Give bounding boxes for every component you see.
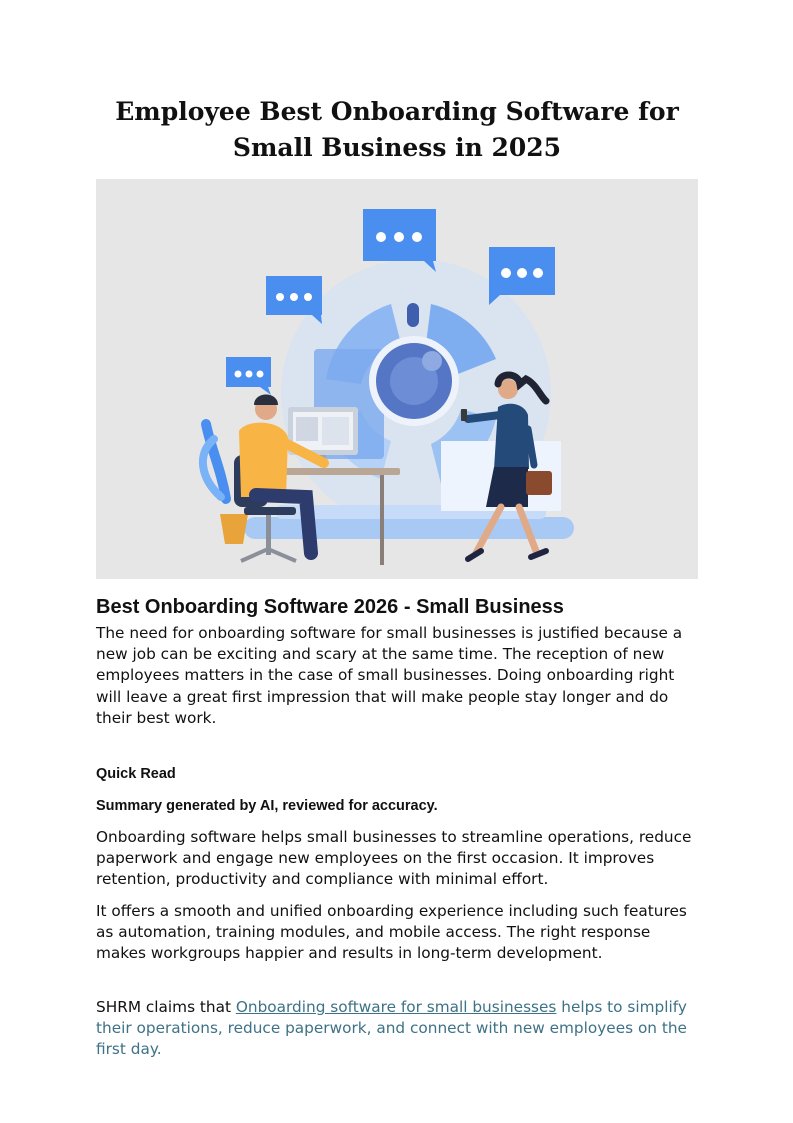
onboarding-software-link[interactable]: Onboarding software for small businesses (235, 998, 557, 1016)
summary-paragraph-2: It offers a smooth and unified onboarding experience including such features as automation, training modules, and mobile access. The right response makes workgroups happier and results in long-term development. (96, 902, 687, 963)
section-heading: Best Onboarding Software 2026 - Small Business (96, 596, 564, 618)
summary-paragraph-1: Onboarding software helps small businesses to streamline operations, reduce paperwork and engage new employees on the first occasion. It improves retention, productivity and compliance with minimal effort. (96, 828, 692, 889)
onboarding-illustration-icon (96, 179, 698, 579)
shrm-paragraph (96, 997, 696, 1061)
shrm-prefix: SHRM claims that (96, 998, 236, 1016)
intro-paragraph: The need for onboarding software for small businesses is justified because a new job can be exciting and scary at the same time. The reception of new employees matters in the case of small businesses. Doing onboarding right will leave a great first impression that will make people stay longer and do their best work. (96, 624, 683, 727)
shrm-suffix: helps to simplify their operations, reduce paperwork, and connect with new employees on the first day. (96, 998, 687, 1059)
quick-read-label: Quick Read (96, 766, 176, 782)
hero-image (96, 179, 698, 579)
summary-note: Summary generated by AI, reviewed for accuracy. (96, 798, 438, 814)
page-title: Employee Best Onboarding Software for Small Business in 2025 (115, 97, 679, 162)
